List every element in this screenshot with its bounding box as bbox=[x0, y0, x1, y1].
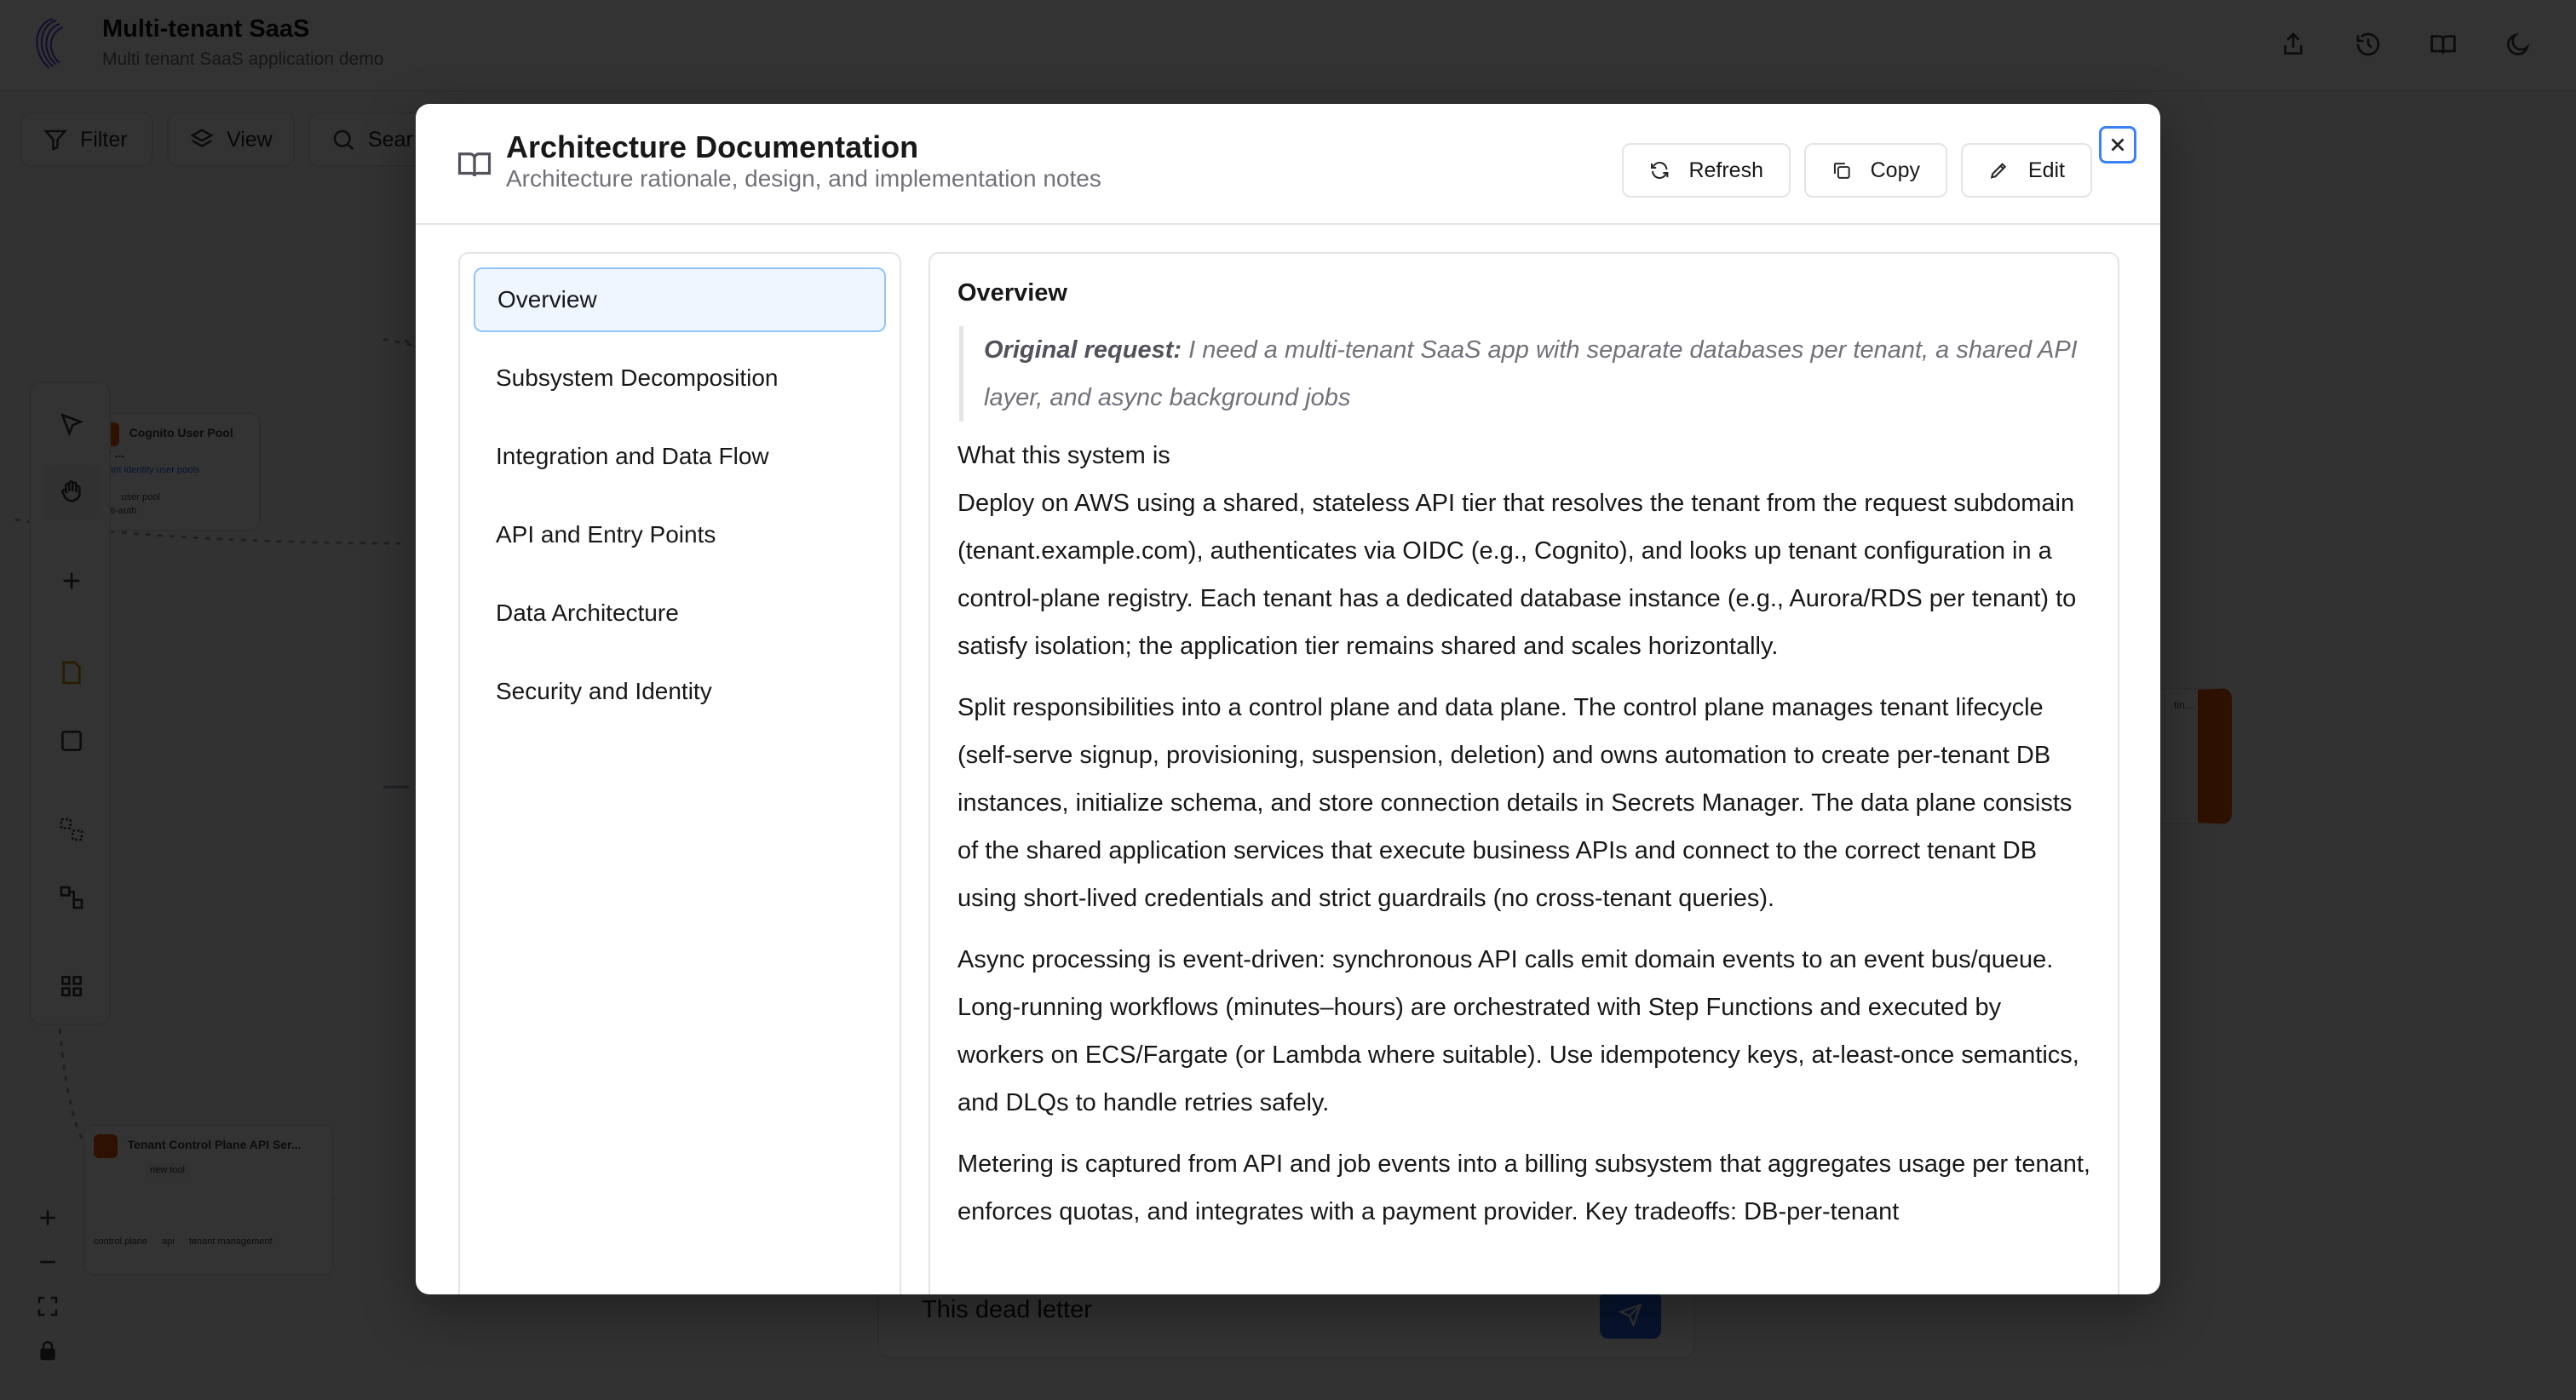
toc-item-security-identity[interactable]: Security and Identity bbox=[496, 678, 712, 704]
modal-title: Architecture Documentation bbox=[506, 129, 919, 164]
refresh-icon bbox=[1649, 157, 1670, 184]
copy-label: Copy bbox=[1870, 158, 1920, 182]
table-of-contents bbox=[458, 252, 901, 1294]
copy-button[interactable] bbox=[1804, 143, 1947, 198]
paragraph: Deploy on AWS using a shared, stateless API tier that resolves the tenant from the request subdomain (tenant.example.com), authenticates via OIDC (e.g., Cognito), and looks up tenant configuration in a control-plane registry. Each tenant has a dedicated database instance (e.g., Aurora/RDS per tenant) to satisfy isolation; the application tier remains shared and scales horizontally. bbox=[957, 490, 2077, 660]
paragraph: Split responsibilities into a control plane and data plane. The control plane manages tenant lifecycle (self-serve signup, provisioning, suspension, deletion) and owns automation to create per-tenant DB instances, initialize schema, and store connection details in Secrets Manager. The data plane consists of the shared application services that execute business APIs and connect to the correct tenant DB using short-lived credentials and strict guardrails (no cross-tenant queries). bbox=[957, 694, 2073, 912]
section-heading: Overview bbox=[957, 279, 1067, 307]
toc-item-data-architecture[interactable]: Data Architecture bbox=[496, 600, 679, 626]
lead-text: What this system is bbox=[957, 442, 1170, 469]
modal-subtitle: Architecture rationale, design, and implementation notes bbox=[506, 165, 1101, 192]
toc-item-api-entry-points[interactable]: API and Entry Points bbox=[496, 521, 716, 548]
edit-button[interactable] bbox=[1961, 143, 2092, 198]
modal-header bbox=[416, 104, 2160, 225]
architecture-doc-modal bbox=[416, 104, 2160, 1294]
copy-icon bbox=[1831, 157, 1852, 184]
toc-item-subsystem-decomposition[interactable]: Subsystem Decomposition bbox=[496, 364, 779, 391]
paragraph: Async processing is event-driven: synchronous API calls emit domain events to an event bus/queue. Long-running workflows (minutes–hours) are orchestrated with Step Functions and executed by workers on ECS/Fargate (or Lambda where suitable). Use idempotency keys, at-least-once semantics, and DLQs to handle retries safely. bbox=[957, 946, 2079, 1116]
paragraph: Metering is captured from API and job events into a billing subsystem that aggregates usage per tenant, enforces quotas, and integrates with a payment provider. Key tradeoffs: DB-per-tenant bbox=[957, 1150, 2090, 1225]
quote-label: Original request: bbox=[984, 336, 1182, 364]
doc-content[interactable] bbox=[929, 252, 2119, 1294]
quote-text: I need a multi-tenant SaaS app with separate databases per tenant, a shared API layer, and async background jobs bbox=[984, 336, 2078, 411]
refresh-button[interactable] bbox=[1622, 143, 1791, 198]
book-icon bbox=[457, 146, 492, 182]
close-button[interactable] bbox=[2099, 126, 2136, 164]
refresh-label: Refresh bbox=[1688, 158, 1763, 182]
close-icon bbox=[2107, 134, 2129, 156]
toc-item-integration-data-flow[interactable]: Integration and Data Flow bbox=[496, 443, 769, 469]
pencil-icon bbox=[1988, 157, 2010, 184]
edit-label: Edit bbox=[2027, 158, 2065, 182]
original-request-quote bbox=[959, 326, 2090, 422]
toc-item-overview[interactable]: Overview bbox=[474, 267, 886, 332]
